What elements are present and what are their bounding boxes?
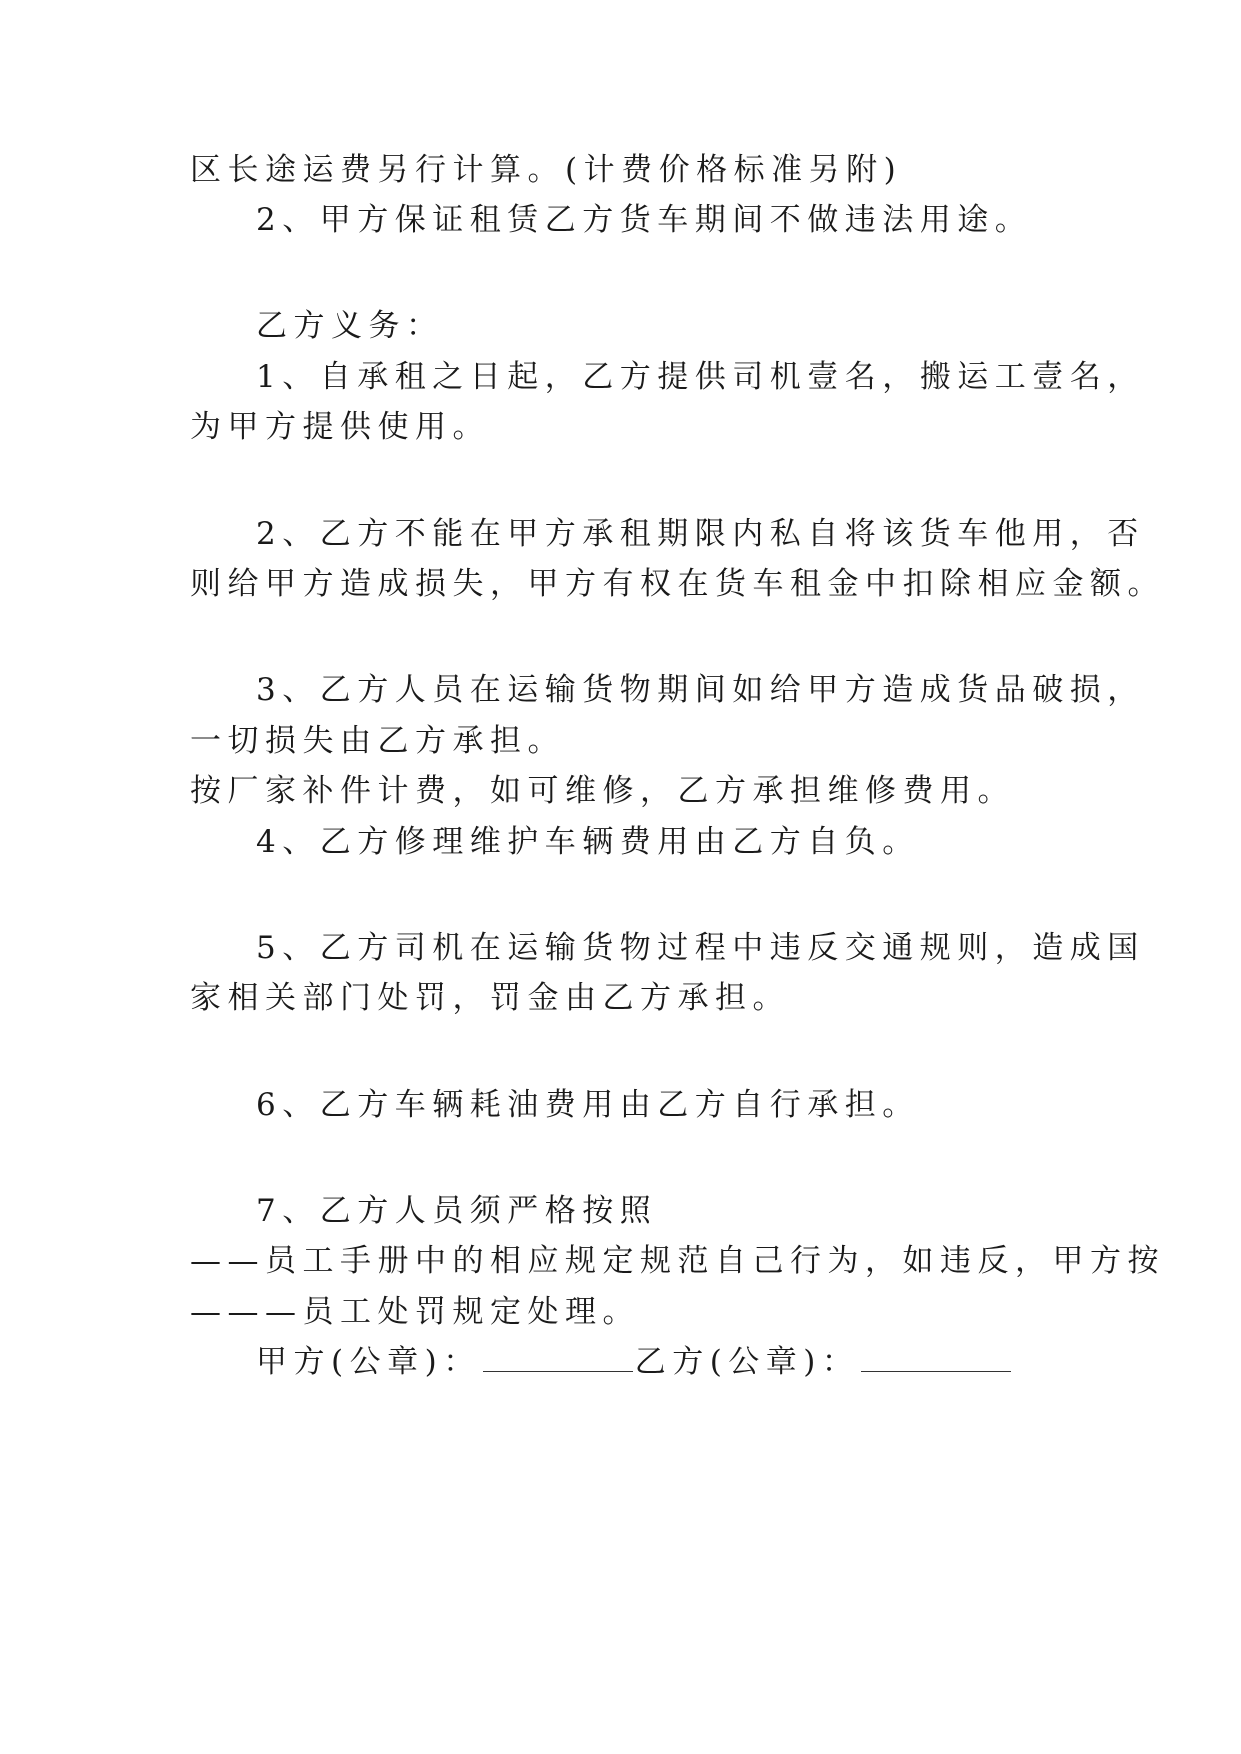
party-b-signature-blank [861, 1345, 1011, 1372]
text-line: 3、乙方人员在运输货物期间如给甲方造成货品破损， [256, 672, 1145, 708]
text-line: 按厂家补件计费，如可维修，乙方承担维修费用。 [190, 773, 1015, 809]
section-heading: 乙方义务： [256, 308, 444, 344]
text-line: 区长途运费另行计算。(计费价格标准另附) [190, 152, 903, 188]
text-line: 5、乙方司机在运输货物过程中违反交通规则，造成国 [256, 930, 1145, 966]
text-line: ——员工手册中的相应规定规范自己行为，如违反，甲方按 [190, 1243, 1165, 1279]
text-line: 4、乙方修理维护车辆费用由乙方自负。 [256, 824, 920, 860]
text-line: 6、乙方车辆耗油费用由乙方自行承担。 [256, 1087, 920, 1123]
text-line: 1、自承租之日起，乙方提供司机壹名，搬运工壹名， [256, 359, 1145, 395]
text-line: 2、乙方不能在甲方承租期限内私自将该货车他用，否 [256, 516, 1145, 552]
signature-line [256, 1342, 1013, 1382]
text-line: 家相关部门处罚，罚金由乙方承担。 [190, 980, 790, 1016]
text-line: 为甲方提供使用。 [190, 409, 490, 445]
party-b-label: 乙方(公章)： [634, 1344, 860, 1380]
text-line: 2、甲方保证租赁乙方货车期间不做违法用途。 [256, 202, 1033, 238]
party-a-signature-blank [483, 1345, 633, 1372]
text-line: 7、乙方人员须严格按照 [256, 1193, 658, 1229]
party-a-label: 甲方(公章)： [256, 1344, 481, 1380]
text-line: 一切损失由乙方承担。 [190, 723, 565, 759]
text-line: 则给甲方造成损失，甲方有权在货车租金中扣除相应金额。 [190, 566, 1165, 602]
text-line: ———员工处罚规定处理。 [190, 1294, 640, 1330]
